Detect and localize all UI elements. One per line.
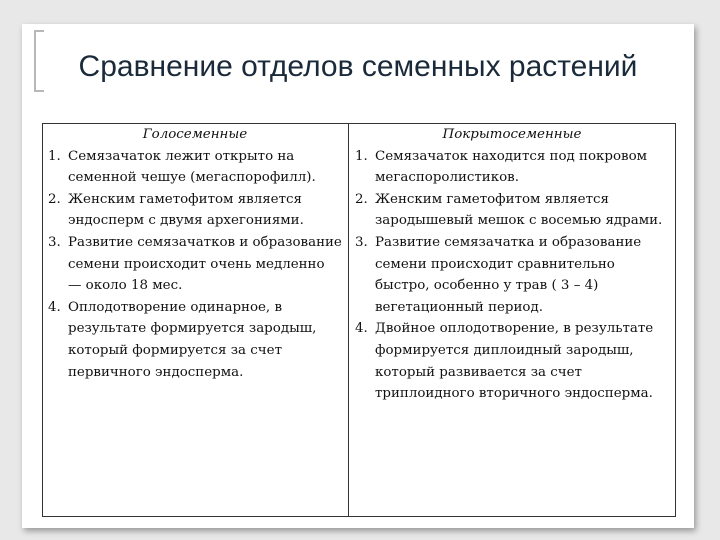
list-item: [48, 189, 342, 232]
comparison-table: [42, 123, 676, 517]
slide-title: Сравнение отделов семенных растений: [78, 50, 638, 83]
gymnosperms-list: [48, 146, 342, 384]
item-number: 1.: [355, 148, 368, 164]
angiosperms-column: [348, 124, 675, 516]
item-text: Женским гаметофитом является зародышевый мешок с восемью ядрами.: [375, 191, 663, 229]
item-number: 3.: [48, 234, 61, 250]
item-text: Развитие семязачатка и образование семени происходит сравнительно быстро, особенно у трав ( 3 – 4) вегетационный период.: [375, 234, 642, 315]
item-number: 2.: [48, 191, 61, 207]
list-item: [48, 297, 342, 383]
list-item: [355, 318, 669, 404]
item-text: Семязачаток лежит открыто на семенной чешуе (мегаспорофилл).: [68, 148, 316, 186]
slide: [22, 24, 694, 528]
list-item: [48, 146, 342, 189]
item-number: 1.: [48, 148, 61, 164]
column-header-angiosperms: Покрытосеменные: [442, 127, 582, 142]
column-header-gymnosperms: Голосеменные: [142, 127, 248, 142]
item-text: Оплодотворение одинарное, в результате формируется зародыш, который формируется за счет первичного эндосперма.: [68, 299, 317, 380]
item-text: Развитие семязачатков и образование семени происходит очень медленно — около 18 мес.: [68, 234, 342, 294]
angiosperms-list: [355, 146, 669, 405]
item-number: 4.: [355, 321, 368, 337]
item-text: Женским гаметофитом является эндосперм с двумя архегониями.: [68, 191, 304, 229]
item-number: 4.: [48, 299, 61, 315]
list-item: [355, 189, 669, 232]
list-item: [355, 232, 669, 318]
item-number: 2.: [355, 191, 368, 207]
item-number: 3.: [355, 234, 368, 250]
gymnosperms-column: [43, 124, 348, 516]
list-item: [355, 146, 669, 189]
item-text: Двойное оплодотворение, в результате формируется диплоидный зародыш, который развивается за счет триплоидного вторичного эндосперма.: [375, 321, 654, 402]
item-text: Семязачаток находится под покровом мегаспоролистиков.: [375, 148, 648, 186]
list-item: [48, 232, 342, 297]
